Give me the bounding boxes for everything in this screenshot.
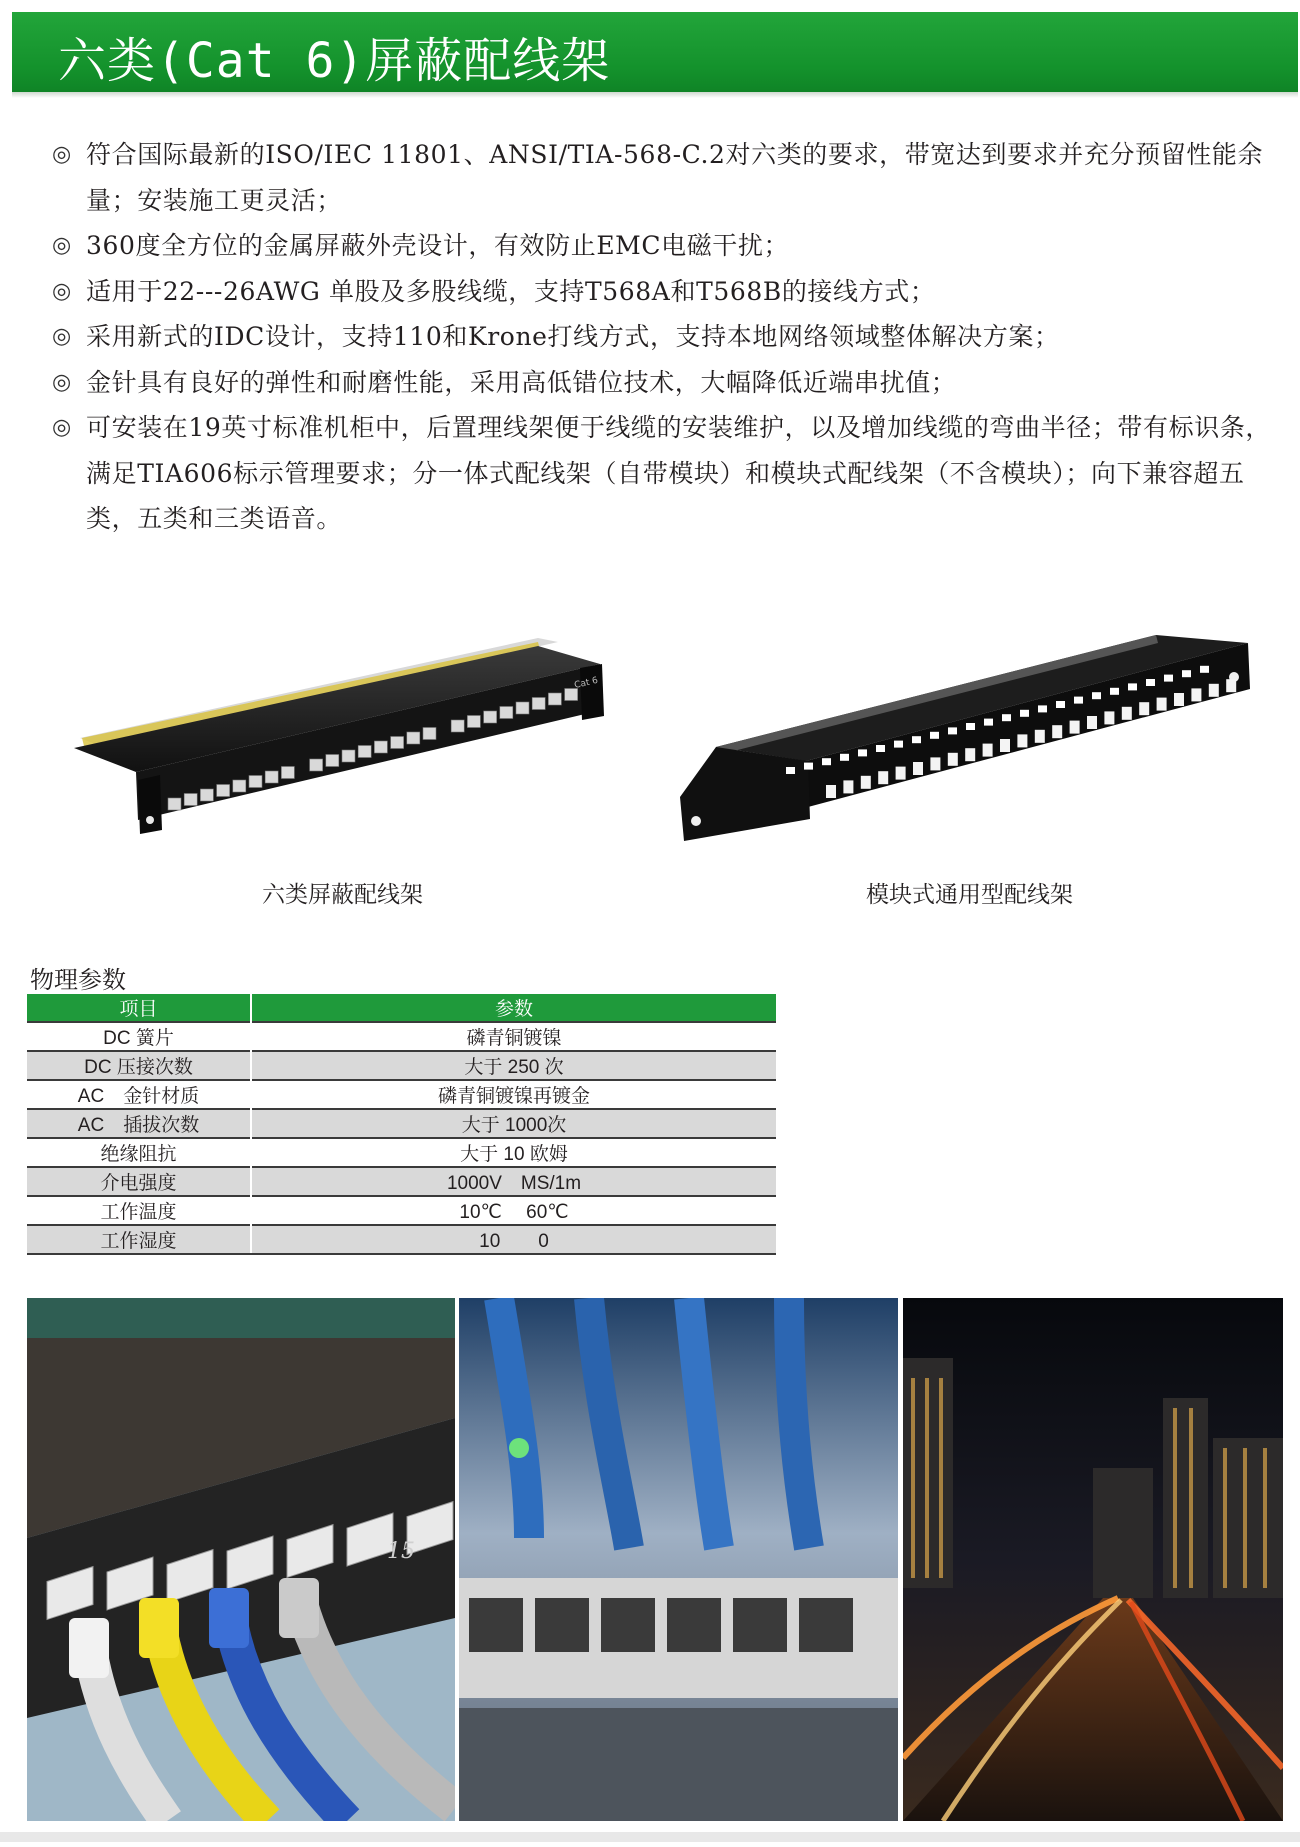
table-row: DC 簧片 磷青铜镀镍 [27, 1022, 776, 1051]
keystone-slot [1209, 684, 1219, 697]
keystone-slot [1226, 679, 1236, 692]
keystone-slot [965, 748, 975, 761]
table-row: 介电强度 1000V MS/1m [27, 1167, 776, 1196]
rj45-port [407, 732, 420, 744]
rj45-port [233, 780, 246, 792]
keystone-slot [1070, 721, 1080, 734]
feature-item: ◎ 可安装在19英寸标准机柜中，后置理线架便于线缆的安装维护，以及增加线缆的弯曲半径；带有标识条，满足TIA606标示管理要求；分一体式配线架（自带模块）和模块式配线架（不含模块）；向下兼容超五类，五类和三类语音。 [52, 405, 1274, 542]
keystone-slot [983, 744, 993, 757]
rj45-port [484, 711, 497, 723]
feature-item: ◎ 采用新式的IDC设计，支持110和Krone打线方式，支持本地网络领域整体解决方案； [52, 314, 1274, 360]
table-row: 工作湿度 10 0 [27, 1225, 776, 1254]
rear-slot [1110, 688, 1119, 695]
rear-slot [858, 749, 867, 756]
rj45-port [168, 798, 181, 810]
port-number-label: 15 [387, 1539, 415, 1564]
column-header: 参数 [251, 994, 776, 1022]
product-caption: 六类屏蔽配线架 [262, 882, 423, 908]
rear-slot [1074, 697, 1083, 704]
rj45-port [184, 794, 197, 806]
rj45-port [310, 759, 323, 771]
keystone-slot [913, 762, 923, 775]
feature-item: ◎ 360度全方位的金属屏蔽外壳设计，有效防止EMC电磁干扰； [52, 223, 1274, 269]
table-row: 绝缘阻抗 大于 10 欧姆 [27, 1138, 776, 1167]
table-row: 工作温度 10℃ 60℃ [27, 1196, 776, 1225]
rear-slot [1038, 705, 1047, 712]
page-title: 六类(Cat 6)屏蔽配线架 [58, 33, 611, 89]
rj45-port [249, 776, 262, 788]
rear-slot [1182, 670, 1191, 677]
specs-table [27, 994, 776, 1255]
rear-slot [1020, 710, 1029, 717]
rear-slot [1146, 679, 1155, 686]
rj45-port [516, 702, 529, 714]
rear-slot [930, 732, 939, 739]
rj45-port [467, 716, 480, 728]
rear-slot [876, 745, 885, 752]
header-shadow [12, 92, 1298, 98]
feature-item: ◎ 符合国际最新的ISO/IEC 11801、ANSI/TIA-568-C.2对六类的要求，带宽达到要求并充分预留性能余量；安装施工更灵活； [52, 132, 1274, 223]
keystone-slot [1139, 702, 1149, 715]
bullet-icon: ◎ [52, 369, 72, 395]
modular-patch-panel-image [676, 625, 1256, 845]
rear-slot [1200, 666, 1209, 673]
rear-slot [786, 767, 795, 774]
keystone-slot [948, 753, 958, 766]
keystone-slot [1087, 716, 1097, 729]
header-band [12, 12, 1298, 92]
bullet-icon: ◎ [52, 233, 72, 258]
keystone-slot [896, 767, 906, 780]
rj45-port [391, 737, 404, 749]
rj45-port [200, 789, 213, 801]
bullet-icon: ◎ [52, 415, 72, 440]
rj45-port [281, 767, 294, 779]
rj45-port [326, 755, 339, 767]
keystone-slot [1052, 725, 1062, 738]
feature-item: ◎ 金针具有良好的弹性和耐磨性能，采用高低错位技术，大幅降低近端串扰值； [52, 360, 1274, 406]
cat6-label: Cat 6 [573, 675, 599, 691]
product-caption: 模块式通用型配线架 [866, 882, 1073, 908]
rear-slot [966, 723, 975, 730]
rear-slot [1092, 692, 1101, 699]
rear-slot [1164, 675, 1173, 682]
keystone-slot [1035, 730, 1045, 743]
feature-item: ◎ 适用于22---26AWG 单股及多股线缆，支持T568A和T568B的接线方式； [52, 269, 1274, 315]
feature-list [52, 132, 1274, 542]
rj45-port [358, 746, 371, 758]
rj45-port [423, 728, 436, 740]
switch-blue-cables-photo [459, 1298, 898, 1821]
keystone-slot [1017, 734, 1027, 747]
keystone-slot [843, 780, 853, 793]
keystone-slot [1104, 711, 1114, 724]
keystone-slot [861, 776, 871, 789]
rear-slot [1002, 714, 1011, 721]
rear-slot [822, 758, 831, 765]
rear-slot [1128, 683, 1137, 690]
patch-panel-cables-photo [27, 1298, 455, 1821]
rj45-port [451, 720, 464, 732]
rj45-port [500, 707, 513, 719]
bullet-icon: ◎ [52, 278, 72, 304]
rear-slot [948, 727, 957, 734]
rj45-port [265, 771, 278, 783]
keystone-slot [1157, 698, 1167, 711]
rear-slot [840, 754, 849, 761]
rj45-port [342, 750, 355, 762]
column-header: 项目 [27, 994, 251, 1022]
keystone-slot [826, 785, 836, 798]
cat6-patch-panel-image [60, 620, 640, 860]
footer-line [0, 1832, 1300, 1842]
rear-slot [894, 741, 903, 748]
rear-slot [984, 719, 993, 726]
rj45-port [532, 698, 545, 710]
keystone-slot [878, 771, 888, 784]
keystone-slot [930, 757, 940, 770]
rear-slot [912, 736, 921, 743]
table-row: AC 金针材质 磷青铜镀镍再镀金 [27, 1080, 776, 1109]
table-row: DC 压接次数 大于 250 次 [27, 1051, 776, 1080]
rear-slot [804, 763, 813, 770]
keystone-slot [1122, 707, 1132, 720]
table-row: AC 插拔次数 大于 1000次 [27, 1109, 776, 1138]
table-header-row [27, 994, 776, 1022]
specs-title: 物理参数 [30, 966, 126, 994]
rj45-port [217, 785, 230, 797]
rear-slot [1056, 701, 1065, 708]
bullet-icon: ◎ [52, 142, 72, 167]
bullet-icon: ◎ [52, 324, 72, 349]
keystone-slot [1000, 739, 1010, 752]
keystone-slot [1174, 693, 1184, 706]
keystone-slot [1191, 688, 1201, 701]
rj45-port [548, 693, 561, 705]
rj45-port [374, 741, 387, 753]
city-night-highway-photo [903, 1298, 1283, 1821]
